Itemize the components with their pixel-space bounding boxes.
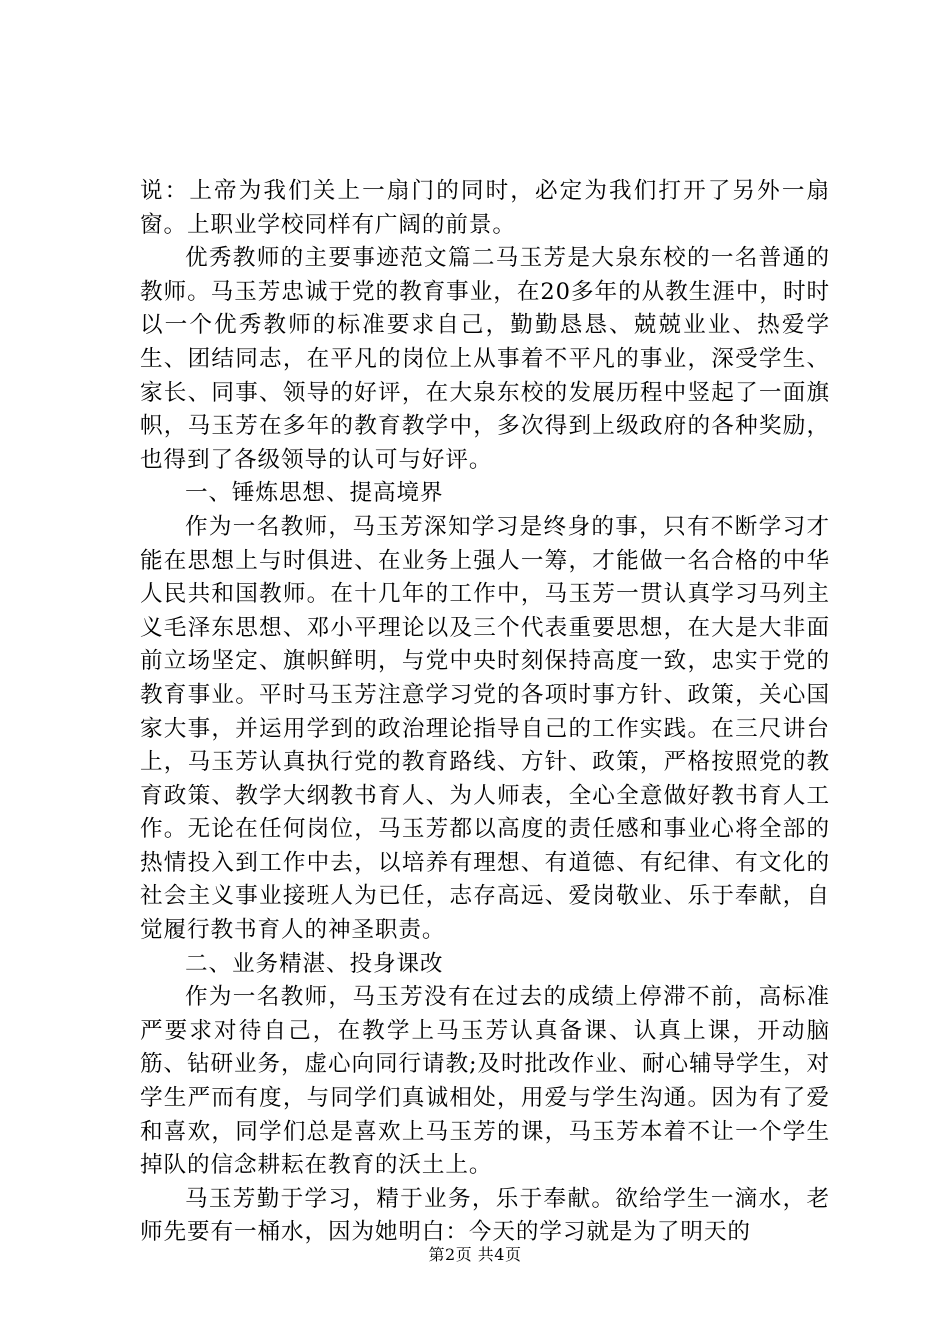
paragraph-section-2: 作为一名教师，马玉芳没有在过去的成绩上停滞不前，高标准严要求对待自己，在教学上马玉芳认真备课、认真上课，开动脑筋、钻研业务，虚心向同行请教;及时批改作业、耐心辅导学生，对学生严而有度，与同学们真诚相处，用爱与学生沟通。因为有了爱和喜欢，同学们总是喜欢上马玉芳的课，马玉芳本着不让一个学生掉队的信念耕耘在教育的沃土上。 <box>140 984 830 1179</box>
section-heading-2: 二、业务精湛、投身课改 <box>185 950 444 977</box>
section-heading-1: 一、锤炼思想、提高境界 <box>185 480 444 507</box>
page-footer: 第2页 共4页 <box>428 1245 522 1264</box>
paragraph-continuation: 说：上帝为我们关上一扇门的同时，必定为我们打开了另外一扇窗。上职业学校同样有广阔的前景。 <box>140 178 830 238</box>
paragraph-section-2-continued: 马玉芳勤于学习，精于业务，乐于奉献。欲给学生一滴水，老师先要有一桶水，因为她明白：今天的学习就是为了明天的 <box>140 1185 830 1246</box>
paragraph-section-1: 作为一名教师，马玉芳深知学习是终身的事，只有不断学习才能在思想上与时俱进、在业务上强人一筹，才能做一名合格的中华人民共和国教师。在十几年的工作中，马玉芳一贯认真学习马列主义毛泽东思想、邓小平理论以及三个代表重要思想，在大是大非面前立场坚定、旗帜鲜明，与党中央时刻保持高度一致，忠实于党的教育事业。平时马玉芳注意学习党的各项时事方针、政策，关心国家大事，并运用学到的政治理论指导自己的工作实践。在三尺讲台上，马玉芳认真执行党的教育路线、方针、政策，严格按照党的教育政策、教学大纲教书育人、为人师表，全心全意做好教书育人工作。无论在任何岗位，马玉芳都以高度的责任感和事业心将全部的热情投入到工作中去，以培养有理想、有道德、有纪律、有文化的社会主义事业接班人为已任，志存高远、爱岗敬业、乐于奉献，自觉履行教书育人的神圣职责。 <box>140 513 830 944</box>
paragraph-intro: 优秀教师的主要事迹范文篇二马玉芳是大泉东校的一名普通的教师。马玉芳忠诚于党的教育事业，在20多年的从教生涯中，时时以一个优秀教师的标准要求自己，勤勤恳恳、兢兢业业、热爱学生、团结同志，在平凡的岗位上从事着不平凡的事业，深受学生、家长、同事、领导的好评，在大泉东校的发展历程中竖起了一面旗帜，马玉芳在多年的教育教学中，多次得到上级政府的各种奖励，也得到了各级领导的认可与好评。 <box>140 245 830 473</box>
document-body <box>140 175 830 1250</box>
